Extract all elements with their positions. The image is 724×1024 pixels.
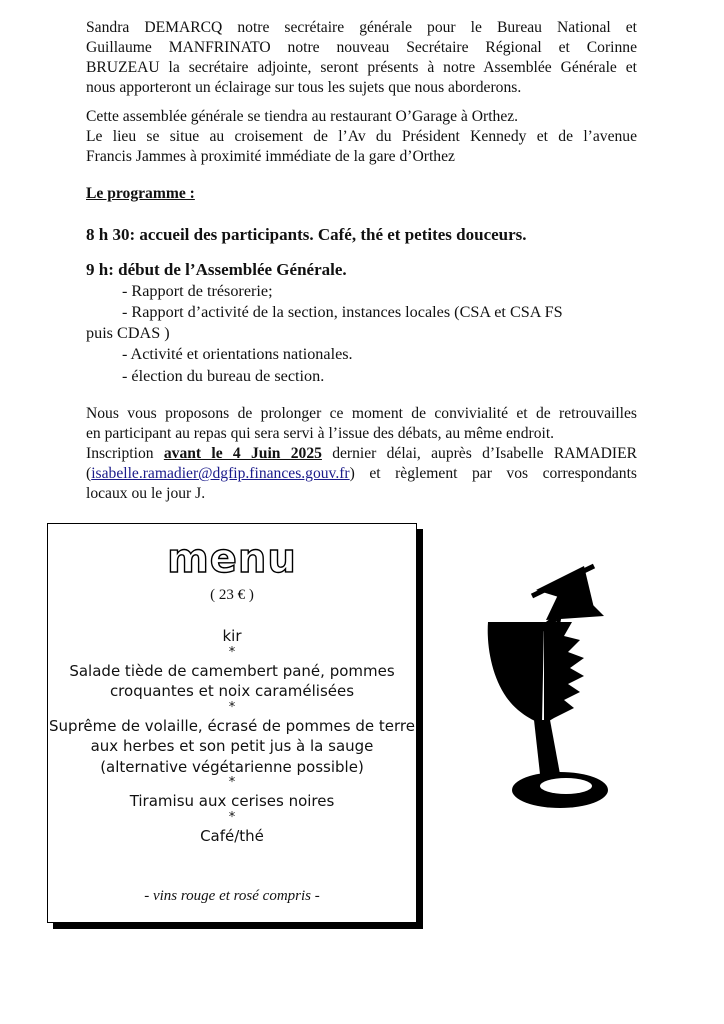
intro-paragraph [86, 18, 637, 98]
email-link[interactable]: isabelle.ramadier@dgfip.finances.gouv.fr [91, 465, 350, 482]
menu-separator: * [228, 699, 236, 715]
email-open-paren: ( [86, 465, 92, 482]
intro-line: Sandra DEMARCQ notre secrétaire générale pour le Bureau National et [86, 19, 637, 36]
program-item-welcome: 8 h 30: accueil des participants. Café, thé et petites douceurs. [86, 225, 527, 244]
menu-separator: * [228, 775, 236, 790]
menu-separator: * [228, 809, 236, 825]
meal-line: en participant au repas qui sera servi à l’issue des débats, au même endroit. [86, 425, 555, 442]
cocktail-glass-icon [484, 560, 644, 820]
menu-item-drinks: Café/thé [200, 826, 264, 845]
intro-line: nous apporteront un éclairage sur tous les sujets que nous aborderons. [86, 79, 522, 96]
program-bullet-treasury: - Rapport de trésorerie; [122, 282, 273, 300]
program-bullet-national: - Activité et orientations nationales. [122, 345, 353, 363]
meal-line-email [86, 464, 637, 484]
menu-price: ( 23 € ) [210, 587, 254, 603]
menu-item-main-cont: aux herbes et son petit jus à la sauge [90, 737, 374, 755]
meal-paragraph [86, 404, 637, 504]
menu-items [48, 626, 416, 846]
payment-text: ) et règlement par vos correspondants [349, 465, 637, 482]
menu-separator: * [228, 644, 236, 660]
menu-card [47, 523, 417, 923]
intro-line: Guillaume MANFRINATO notre nouveau Secrétaire Régional et Corinne [86, 39, 637, 56]
registration-contact: dernier délai, auprès d’Isabelle RAMADIER [321, 445, 637, 462]
menu-item-starter-cont: croquantes et noix caramélisées [109, 682, 355, 700]
menu-title: menu [167, 536, 297, 582]
menu-item-starter: Salade tiède de camembert pané, pommes [69, 661, 395, 680]
registration-label: Inscription [86, 445, 164, 462]
meal-line: Nous vous proposons de prolonger ce moment de convivialité et de retrouvailles [86, 405, 637, 422]
menu-item-main: Suprême de volaille, écrasé de pommes de terre [49, 716, 415, 735]
menu-item-dessert: Tiramisu aux cerises noires [129, 792, 335, 810]
meal-line: locaux ou le jour J. [86, 485, 206, 502]
program-bullet-election: - élection du bureau de section. [122, 367, 325, 385]
location-paragraph [86, 107, 637, 167]
program-bullet-activity-report: - Rapport d’activité de la section, instances locales (CSA et CSA FS [122, 303, 563, 321]
intro-line: BRUZEAU la secrétaire adjointe, seront présents à notre Assemblée Générale et [86, 59, 637, 76]
location-line: Cette assemblée générale se tiendra au restaurant O’Garage à Orthez. [86, 108, 519, 125]
program-bullet-activity-report-cont: puis CDAS ) [86, 324, 170, 342]
menu-item-aperitif: kir [222, 627, 242, 645]
program-title: Le programme : [86, 185, 195, 202]
meal-line-registration [86, 444, 637, 464]
location-line: Francis Jammes à proximité immédiate de la gare d’Orthez [86, 148, 455, 165]
location-line: Le lieu se situe au croisement de l’Av du Président Kennedy et de l’avenue [86, 128, 637, 145]
menu-item-main-alt: (alternative végétarienne possible) [100, 757, 364, 776]
program-item-assembly: 9 h: début de l’Assemblée Générale. [86, 260, 347, 279]
menu-footer: - vins rouge et rosé compris - [144, 888, 320, 904]
registration-deadline: avant le 4 Juin 2025 [163, 445, 322, 462]
